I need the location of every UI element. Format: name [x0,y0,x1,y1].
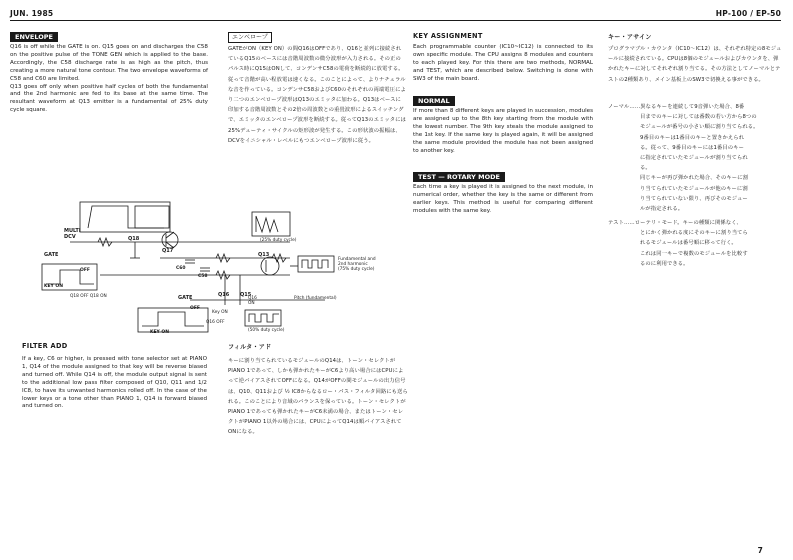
filter-add-jp-title: フィルタ・アド [228,344,272,351]
normal-jp-line: る。 [640,165,651,172]
envelope-paragraph-1: Q16 is off while the GATE is on. Q15 goes on and discharges the C58 on the positive pulse of the TONE GEN which is applied to the base. Accordingly, the C58 discharge rate is as high as the pitch, thus creating a more natural tone contour. The two envelope waveforms of C58 and C60 are limited. [10,44,208,82]
envelope-jp-title: エンベロープ [228,32,272,43]
normal-jp-line: 目までのキーに対しては番数の若い方から8つの [640,114,757,121]
normal-jp-line: 同じキーが再び弾かれた場合、そのキーに割 [640,175,748,182]
label-fundamental: Fundamental and 2nd harmonic (75% duty cycle) [338,257,376,272]
label-q18: Q18 [128,236,140,242]
header-left: JUN. 1985 [10,9,54,18]
header-right: HP-100 / EP-50 [715,9,781,18]
label-q16: Q16 [218,292,230,298]
normal-jp-line: り当てられていたモジュールが他のキーに割 [640,185,748,192]
waveform-box-top [252,212,290,236]
pitch-waveform [249,314,279,322]
waveform-decay [256,216,278,232]
header-rule [10,20,781,21]
test-mode-title: TEST — ROTARY MODE [413,172,505,182]
label-q16-on: Q16 ON [248,296,257,306]
fundamental-waveform [302,260,328,268]
label-off: OFF [80,268,90,273]
label-q17: Q17 [162,248,174,254]
key-assign-jp-test [608,218,782,269]
label-q15: Q15 [240,292,252,298]
label-q18-states: Q18 OFF Q18 ON [70,294,107,299]
envelope-paragraph-2: Q13 goes off only when positive half cycles of both the fundamental and the 2nd harmonic are fed to its base at the same time. The resultant waveform at Q13 emitter is a fundamental of 25% duty cycle square. [10,83,208,114]
label-pitch: Pitch (fundamental) [294,296,337,301]
label-gate-2: GATE [178,295,193,301]
label-c60: C60 [176,266,186,271]
fundamental-box [298,256,334,272]
normal-body: If more than 8 different keys are played in succession, modules are assigned up to the 8th key starting from the module with the lowest number. The 9th key steals the module assigned to the 1st key. If the same key is played again, it will be assigned the same module provided the module has not been assigned to another key. [413,108,593,154]
label-duty-top: (25% duty cycle) [260,238,297,243]
waveform-box-1 [80,202,170,232]
gate-waveform-2 [142,312,204,326]
test-jp-line: これは同一キーで複数のモジュールを比較す [640,250,748,257]
envelope-jp-body: GATEがON（KEY ON）の間Q16はOFFであり、Q16と並列に接続されているQ15のベースには音階周波数の微分波形が入力される。その正のパルス時にQ15はONして、コンデンサC58の電荷を断続的に放電する。従って音階が高い程放電は速くなる。このことによって、よりナチュラルな音を作っている。コンデンサC58およびC60のそれぞれの両端電圧により二つのエンベロープ波形はQ13のエミッタに加わる。Q13はベースに印加する音階周波数とその2倍の周波数との重畳波形によるスイッチングで、エミッタのエンベロープ波形を断続する。従ってQ13のエミッタには25%デューティ・サイクルの矩形波が発生する。この形状波の振幅は、DCVをイニシャル・レベルにもつエンベロープ波形に従う。 [228,46,406,144]
filter-add-jp-body: キーに割り当てられているモジュールのQ14は、トーン・セレクトがPIANO 1であって、しかも弾かれたキーがC6より高い場合にはCPUによって逆バイアスされてOFFになる。Q14がOFFの間モジュールの出力信号は、Q10、Q11および ½ IC8からなるロー・パス・フィルタ回路にも送られる。このことにより音域のバランスを保っている。トーン・セレクトがPIANO 1であっても弾かれたキーがC6未満の場合、またはトーン・セレクトがPIANO 1以外の場合には、CPUによってQ14は順バイアスされてONになる。 [228,358,408,436]
label-duty-bottom: (50% duty cycle) [248,328,285,333]
label-key-on-2: KEY ON [150,330,169,335]
label-off-2: OFF [190,306,200,311]
label-q16-off: Q16 OFF [206,320,225,325]
test-mode-body: Each time a key is played it is assigned to the next module, in numerical order, whether the key is the same or different from earlier keys. This method is useful for comparing different modules with the same key. [413,184,593,214]
normal-jp-line: モジュールが番号の小さい順に割り当てられる。 [640,124,759,131]
label-gate: GATE [44,252,59,258]
label-multi-dcv: MULTI DCV [64,228,81,240]
page-number: 7 [757,546,763,555]
label-key-on: KEY ON [44,284,63,289]
test-jp-line: テスト……ローテリ・モード。キーの種類に関係なく、 [608,220,742,226]
label-q13: Q13 [258,252,270,258]
key-assign-jp-intro: プログラマブル・カウンタ（IC10～IC12）は、それぞれ特定の8モジュールに接続されている。CPUは8個のモジュールおよびカウンタを、弾かれたキーに対してそれぞれ割り当てる。その方法としてノーマルとテストの2種類あり、メイン基板上のSW3で切換える事ができる。 [608,46,782,83]
waveform-1 [88,206,164,228]
key-assign-jp-title: キー・アサイン [608,34,652,41]
normal-jp-line: る。従って、9番目のキーには1番目のキー [640,144,744,151]
label-c58: C58 [198,274,208,279]
filter-add-title: FILTER ADD [22,342,68,350]
normal-jp-line: 9番目のキーは1番目のキーと置きかえられ [640,134,745,141]
normal-jp-line: ノーマル……異なるキーを連続して9音弾いた場合、8番 [608,104,745,110]
normal-title: NORMAL [413,96,455,106]
normal-jp-line: に指定されていたモジュールが割り当てられ [640,155,748,162]
normal-jp-line: り当てられていない限り、再びそのモジュー [640,195,748,202]
key-assign-jp-normal [608,102,782,214]
test-jp-line: るのに利用できる。 [640,260,689,267]
waveform-box-2 [135,206,169,228]
filter-add-body: If a key, C6 or higher, is pressed with tone selector set at PIANO 1, Q14 of the module assigned to that key will be reverse biased and turned off. While Q14 is off, the module output signal is sent to the additional low pass filter composed of Q10, Q11 and 1/2 IC8, to have its unwanted harmonics rolled off. In the case of the lower keys or a tone other than PIANO 1, Q14 is forward biased and turned on. [22,356,207,410]
envelope-circuit-diagram [40,200,400,340]
key-assignment-body: Each programmable counter (IC10~IC12) is connected to its own specific module. The CPU assigns 8 modules and counters to each played key. For this there are two methods, NORMAL and TEST, which are described below. Switching is done with SW3 of the main board. [413,44,593,82]
test-jp-line: とにかく弾かれる度にそのキーに割り当てら [640,230,748,237]
envelope-body [10,44,208,115]
normal-jp-line: ルが指定される。 [640,206,684,213]
pitch-box [245,310,281,326]
key-assignment-title: KEY ASSIGNMENT [413,32,483,40]
envelope-title: ENVELOPE [10,32,58,42]
label-key-on-small: Key ON [212,310,228,315]
test-jp-line: れるモジュールは番号順に移って行く。 [640,240,737,247]
transistor-q13 [261,257,279,275]
transistor-q17 [162,232,178,248]
